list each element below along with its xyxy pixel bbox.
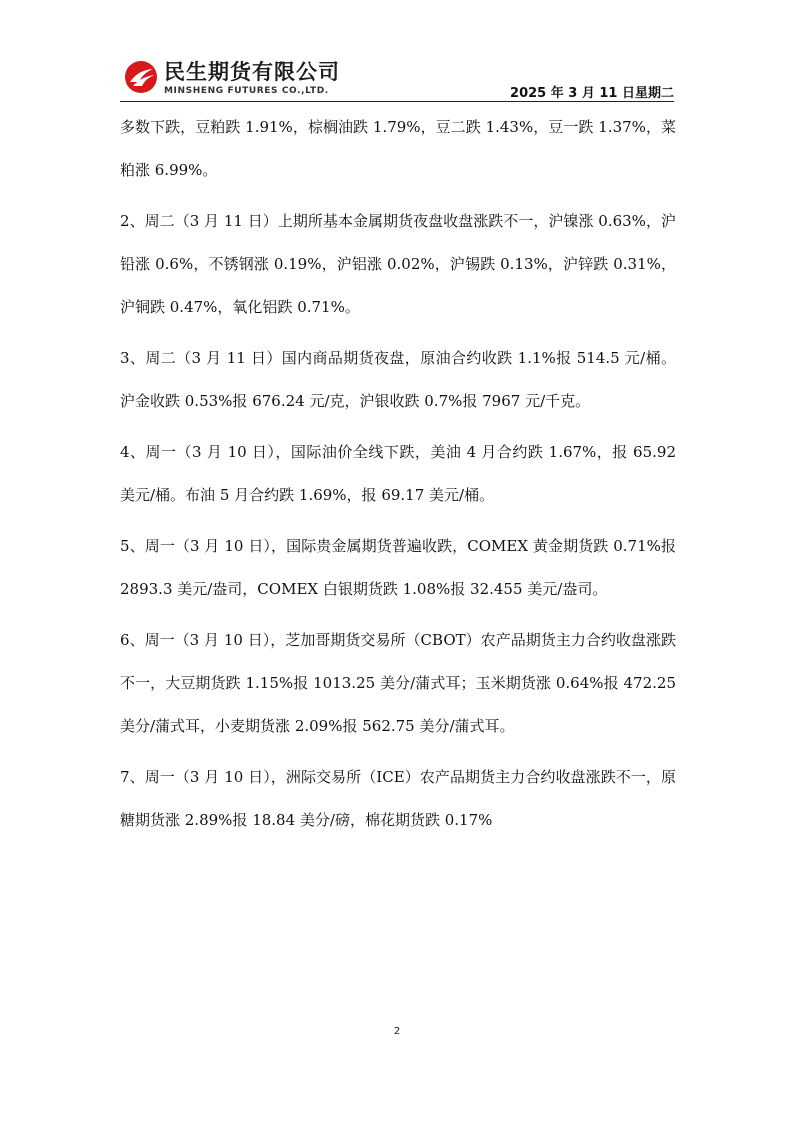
company-name-en: MINSHENG FUTURES CO.,LTD.	[164, 86, 329, 96]
news-paragraph: 3、周二（3 月 11 日）国内商品期货夜盘，原油合约收跌 1.1%报 514.5 元/桶。沪金收跌 0.53%报 676.24 元/克，沪银收跌 0.7%报 7967 元/千克。	[120, 349, 676, 410]
report-body	[120, 106, 676, 850]
company-logo	[124, 56, 364, 100]
news-paragraph: 6、周一（3 月 10 日），芝加哥期货交易所（CBOT）农产品期货主力合约收盘涨跌不一，大豆期货跌 1.15%报 1013.25 美分/蒲式耳；玉米期货涨 0.64%报 472.25 美分/蒲式耳，小麦期货涨 2.09%报 562.75 美分/蒲式耳。	[120, 631, 676, 735]
page-number: 2	[393, 1026, 401, 1037]
minsheng-logo-icon	[124, 60, 158, 94]
report-date: 2025 年 3 月 11 日星期二	[510, 86, 674, 101]
news-paragraph: 4、周一（3 月 10 日），国际油价全线下跌，美油 4 月合约跌 1.67%，报 65.92 美元/桶。布油 5 月合约跌 1.69%，报 69.17 美元/桶。	[120, 443, 676, 504]
header-divider	[120, 101, 674, 102]
news-paragraph: 多数下跌，豆粕跌 1.91%，棕榈油跌 1.79%，豆二跌 1.43%，豆一跌 1.37%，菜粕涨 6.99%。	[120, 118, 676, 179]
news-paragraph: 2、周二（3 月 11 日）上期所基本金属期货夜盘收盘涨跌不一，沪镍涨 0.63%，沪铅涨 0.6%，不锈钢涨 0.19%，沪铝涨 0.02%，沪锡跌 0.13%，沪锌跌 0.31%，沪铜跌 0.47%，氧化铝跌 0.71%。	[120, 212, 676, 316]
company-name-cn: 民生期货有限公司	[164, 60, 340, 84]
news-paragraph: 5、周一（3 月 10 日），国际贵金属期货普遍收跌，COMEX 黄金期货跌 0.71%报 2893.3 美元/盎司，COMEX 白银期货跌 1.08%报 32.455 美元/盎司。	[120, 537, 676, 598]
page-header	[120, 54, 674, 102]
news-paragraph: 7、周一（3 月 10 日），洲际交易所（ICE）农产品期货主力合约收盘涨跌不一，原糖期货涨 2.89%报 18.84 美分/磅，棉花期货跌 0.17%	[120, 768, 676, 829]
